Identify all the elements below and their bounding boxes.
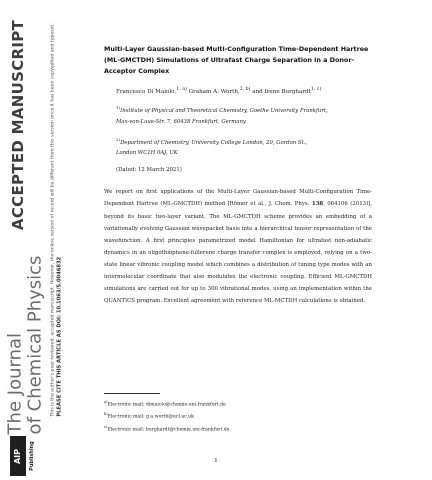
affiliation-2-line2: London WC1H 0AJ, UK <box>116 150 178 157</box>
manuscript-notice-text: This is the author's peer reviewed, accepted manuscript. However, the online version of record will be different from this version once it has been copyedited and typeset. <box>51 23 57 417</box>
paper-body <box>104 44 372 307</box>
affiliation-2-line1: Department of Chemistry, University College London, 20, Gordon St., <box>120 139 308 146</box>
footnotes <box>104 398 364 435</box>
author-3-affil: 1, c) <box>310 87 322 92</box>
date-line: (Dated: 12 March 2021) <box>116 167 182 174</box>
author-1-affil: 1, a) <box>176 87 187 92</box>
affiliation-1: $^{1)}$Institute of Physical and Theoretical Chemistry, Goethe University Frankfurt, Max-von-Laue-Str. 7, 60438 Frankfurt, Germany <box>116 102 372 128</box>
abstract: We report on first applications of the Multi-Layer Gaussian-based Multi-Configuration Time-Dependent Hartree (ML-GMCTDH) method [Römer et al., J. Chem. Phys. 138, 064106 (2013)], beyond its basic two-layer variant. The ML-GMCTDH scheme provides an embedding of a variationally evolving Gaussian wavepacket basis into a hierarchical tensor representation of the wavefunction. A first principles parametrized model Hamiltonian for ultrafast non-adiabatic dynamics in an oligothiophene-fullerene charge transfer complex is employed, relying on a two-state linear vibronic coupling model which combines a distribution of tuning type modes with an intermolecular coordinate that also modulates the electronic coupling. Efficient ML-GMCTDH simulations are carried out for up to 300 vibrational modes, using an implementation within the QUANTICS program. Excellent agreement with reference ML-MCTDH calculations is obtained. <box>104 189 372 305</box>
aip-logo: AIP <box>10 436 26 476</box>
author-2-affil: 2, b) <box>239 87 251 92</box>
journal-name-line2: of Chemical Physics <box>24 255 45 435</box>
affiliation-1-line2: Max-von-Laue-Str. 7, 60438 Frankfurt, Germany <box>116 118 246 125</box>
journal-sidebar <box>0 0 62 480</box>
journal-name <box>2 255 48 435</box>
paper-title: Multi-Layer Gaussian-based Multi-Configuration Time-Dependent Hartree (ML-GMCTDH) Simulations of Ultrafast Charge Separation in a Donor-Acceptor Complex <box>104 45 369 75</box>
publishing-label: Publishing <box>29 441 35 471</box>
journal-volume: 138 <box>311 201 324 208</box>
journal-name-line1: The Journal <box>4 332 25 435</box>
author-list <box>116 86 372 96</box>
affiliation-2: $^{2)}$Department of Chemistry, University College London, 20, Gordon St., London WC1H 0AJ, UK <box>116 134 372 160</box>
author-1: Francesco Di Maiolo, <box>116 88 177 95</box>
doi-citation: PLEASE CITE THIS ARTICLE AS DOI: 10.1063/5.0046832 <box>57 256 64 417</box>
footnote-c: $^{c)}$Electronic mail: burghardt@chemie.uni-frankfurt.de <box>104 424 230 433</box>
page-number: 1 <box>214 458 218 464</box>
accepted-manuscript-label: ACCEPTED MANUSCRIPT <box>9 19 27 231</box>
footnote-b: $^{b)}$Electronic mail: g.a.worth@ucl.ac.uk <box>104 412 194 420</box>
footnote-divider <box>104 393 160 394</box>
affiliation-1-line1: Institute of Physical and Theoretical Chemistry, Goethe University Frankfurt, <box>120 107 328 114</box>
footnote-a: $^{a)}$Electronic mail: dimaiolo@chemie.uni-frankfurt.de <box>104 400 226 408</box>
author-2: Graham A. Worth, <box>186 88 240 95</box>
manuscript-notice <box>46 23 68 417</box>
author-3: and Irene Burghardt <box>250 88 311 95</box>
